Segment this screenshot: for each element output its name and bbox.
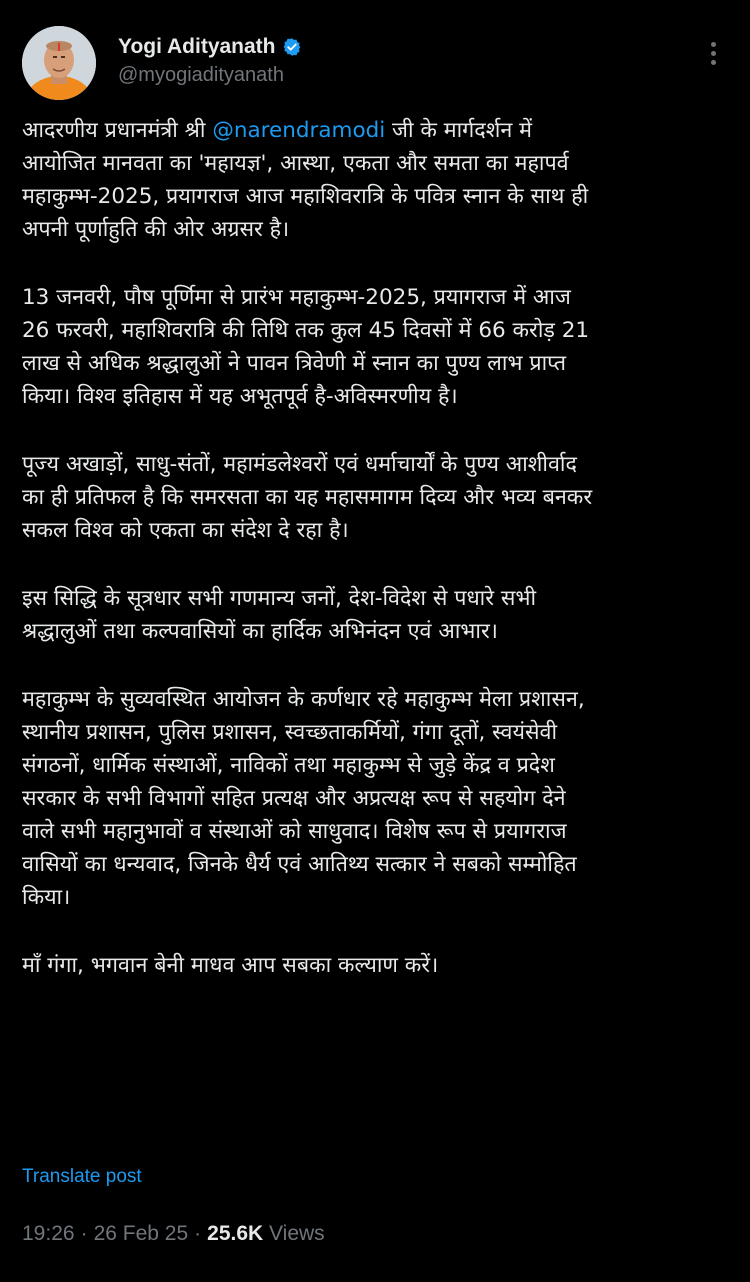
separator-dot: ·: [80, 1222, 88, 1245]
tweet-paragraph-1: [22, 114, 734, 246]
tweet-paragraph-3: पूज्य अखाड़ों, साधु-संतों, महामंडलेश्वरों एवं धर्माचार्यों के पुण्य आशीर्वाद का ही प्रतिफल है कि समरसता का यह महासमागम दिव्य और भव्य बनकर सकल विश्व को एकता का संदेश दे रहा है।: [22, 452, 593, 543]
separator-dot: ·: [194, 1222, 202, 1245]
author-identity: [118, 32, 302, 87]
display-name-row: [118, 32, 302, 62]
tweet-text: [22, 114, 734, 1017]
post-date[interactable]: 26 Feb 25: [93, 1222, 189, 1245]
paragraph-text: आदरणीय प्रधानमंत्री श्री: [22, 118, 213, 143]
tweet-header: [22, 24, 728, 104]
paragraph-text: जी के मार्गदर्शन में आयोजित मानवता का 'महायज्ञ', आस्था, एकता और समता का महापर्व महाकुम्भ-2025, प्रयागराज आज महाशिवरात्रि के पवित्र स्नान के साथ ही अपनी पूर्णाहुति की ओर अग्रसर है।: [22, 118, 589, 242]
avatar[interactable]: [22, 26, 96, 100]
post-time[interactable]: 19:26: [22, 1222, 75, 1245]
views-label: Views: [269, 1222, 325, 1245]
verified-badge-icon[interactable]: [282, 37, 302, 57]
translate-post-link[interactable]: Translate post: [22, 1166, 142, 1187]
tweet-paragraph-2: 13 जनवरी, पौष पूर्णिमा से प्रारंभ महाकुम्भ-2025, प्रयागराज में आज 26 फरवरी, महाशिवरात्रि की तिथि तक कुल 45 दिवसों में 66 करोड़ 21 लाख से अधिक श्रद्धालुओं ने पावन त्रिवेणी में स्नान का पुण्य लाभ प्राप्त किया। विश्व इतिहास में यह अभूतपूर्व है-अविस्मरणीय है।: [22, 285, 590, 409]
tweet-paragraph-6: माँ गंगा, भगवान बेनी माधव आप सबका कल्याण करें।: [22, 953, 439, 978]
mention-link[interactable]: @narendramodi: [212, 118, 386, 143]
tweet-metadata: [22, 1222, 325, 1246]
author-handle[interactable]: @myogiadityanath: [118, 64, 284, 86]
display-name[interactable]: Yogi Adityanath: [118, 35, 276, 58]
tweet-paragraph-5: महाकुम्भ के सुव्यवस्थित आयोजन के कर्णधार रहे महाकुम्भ मेला प्रशासन, स्थानीय प्रशासन, पुलिस प्रशासन, स्वच्छताकर्मियों, गंगा दूतों, स्वयंसेवी संगठनों, धार्मिक संस्थाओं, नाविकों तथा महाकुम्भ से जुड़े केंद्र व प्रदेश सरकार के सभी विभागों सहित प्रत्यक्ष और अप्रत्यक्ष रूप से सहयोग देने वाले सभी महानुभावों व संस्थाओं को साधुवाद। विशेष रूप से प्रयागराज वासियों का धन्यवाद, जिनके धैर्य एवं आतिथ्य सत्कार ने सबको सम्मोहित किया।: [22, 687, 585, 910]
tweet-paragraph-4: इस सिद्धि के सूत्रधार सभी गणमान्य जनों, देश-विदेश से पधारे सभी श्रद्धालुओं तथा कल्पवासियों का हार्दिक अभिनंदन एवं आभार।: [22, 586, 537, 644]
views-count: 25.6K: [207, 1222, 264, 1245]
more-options-icon[interactable]: [708, 42, 718, 70]
